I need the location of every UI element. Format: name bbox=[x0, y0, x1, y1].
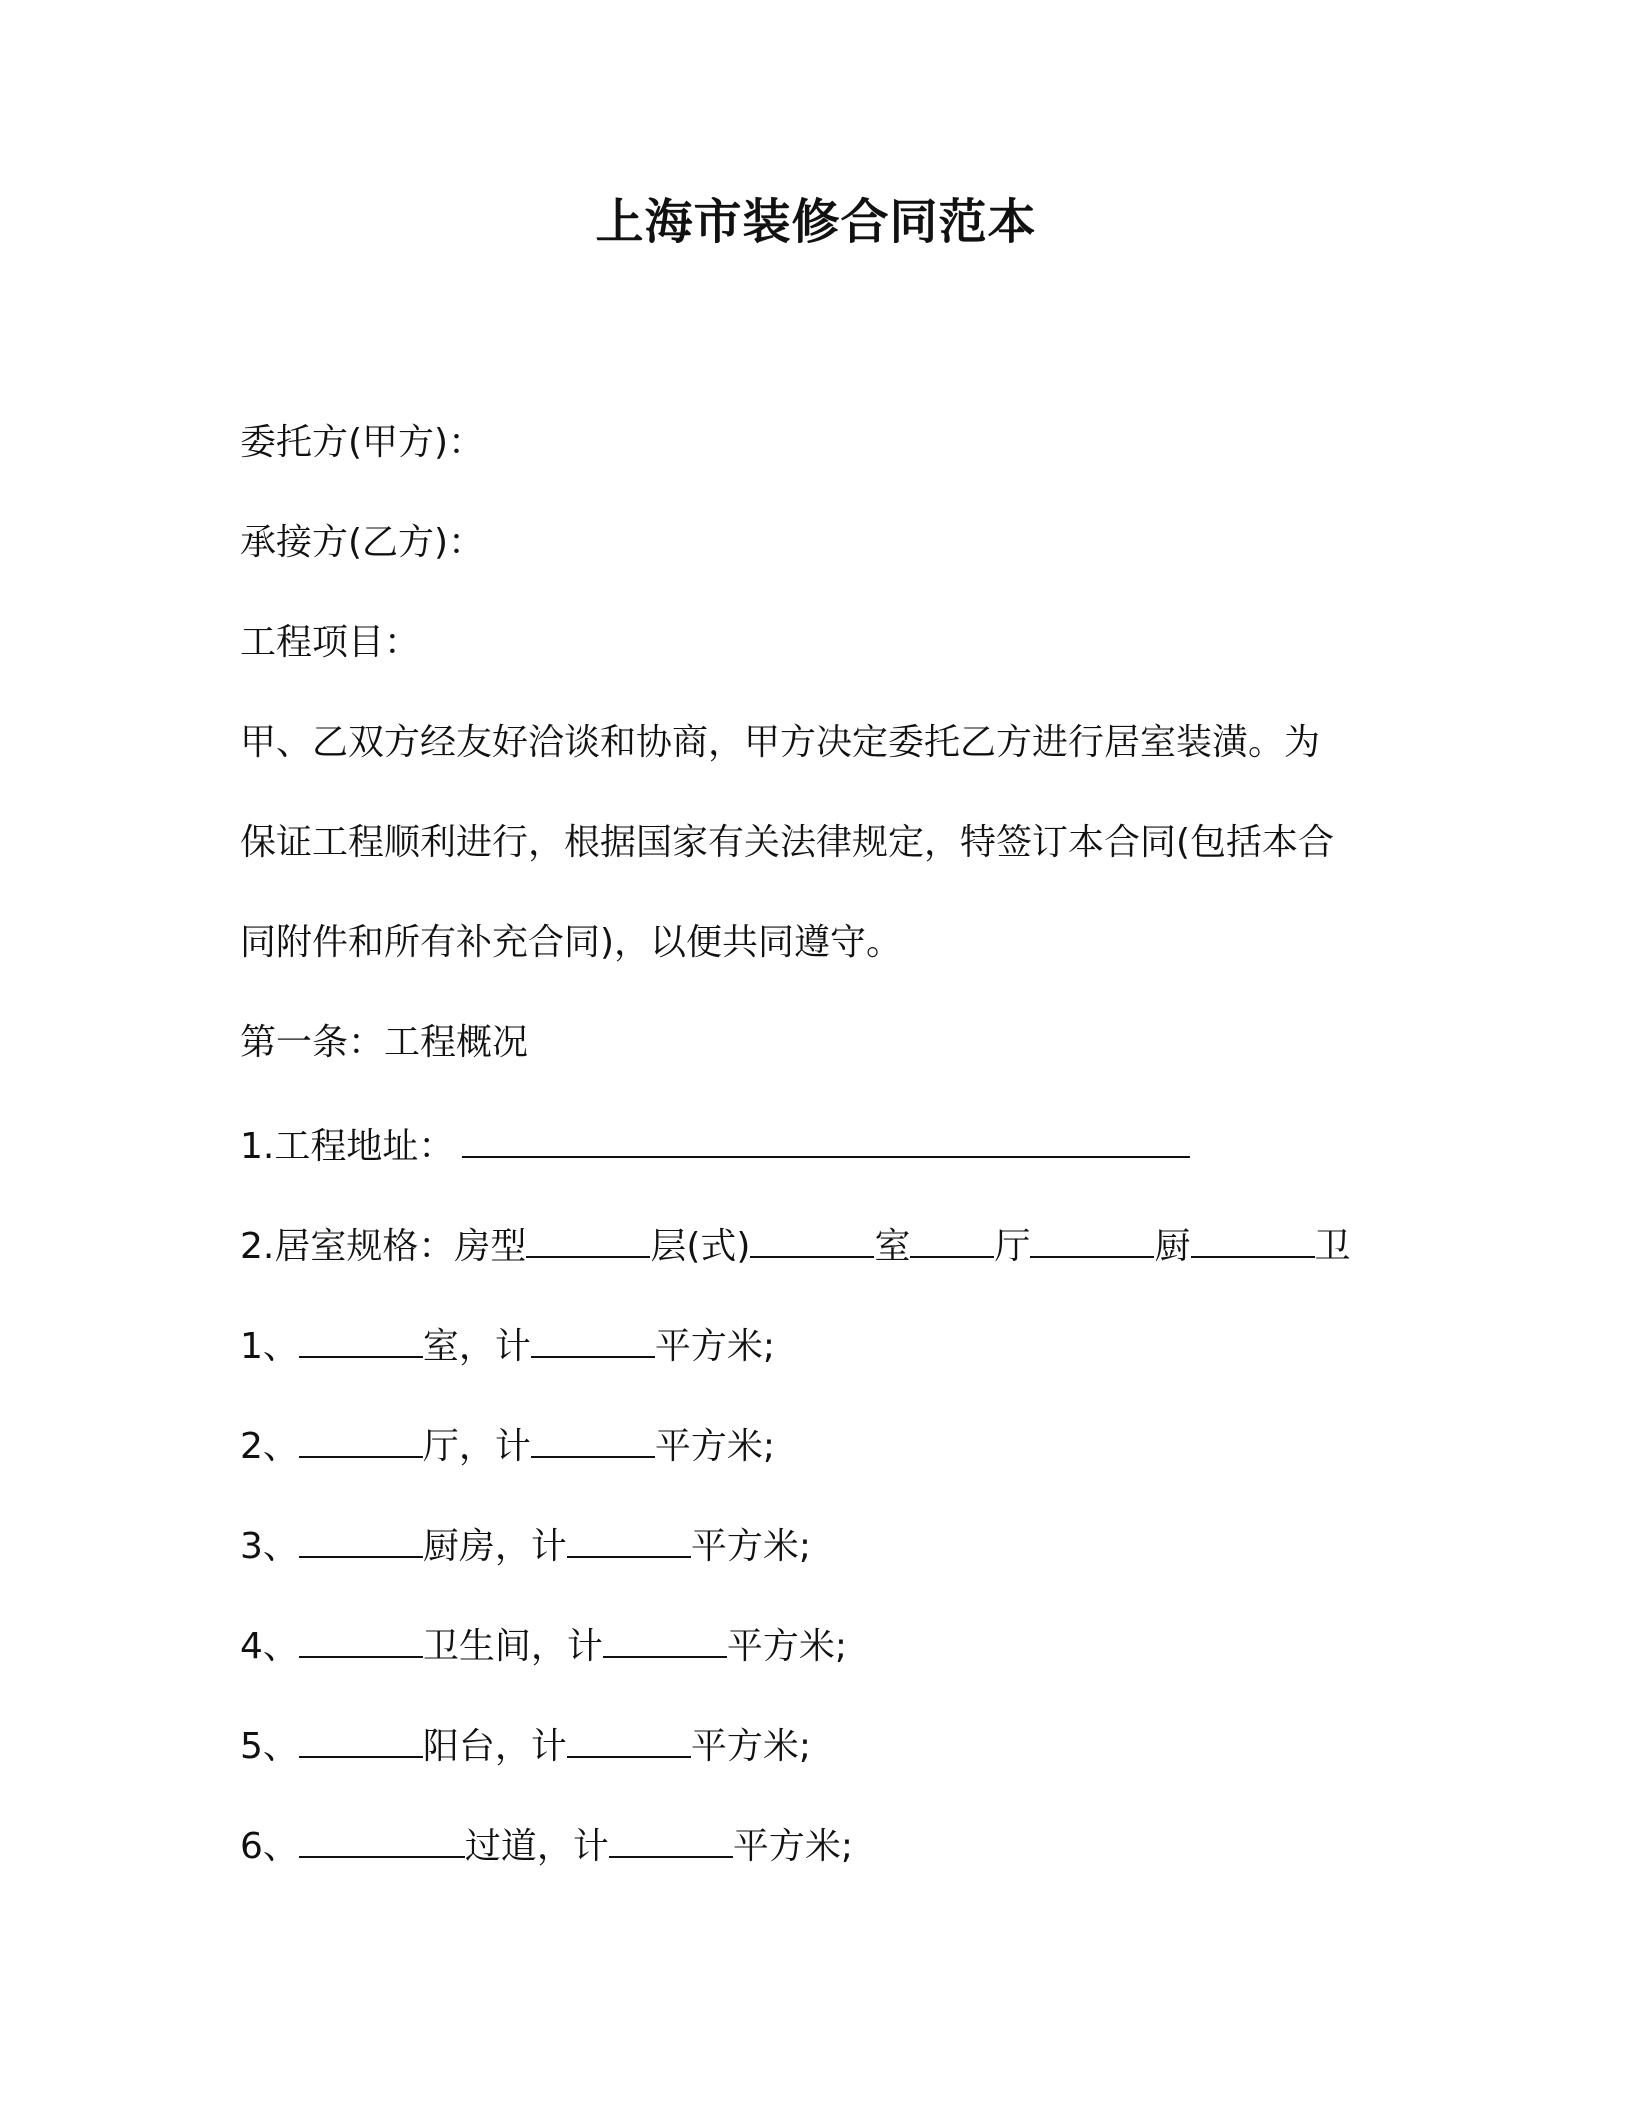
intro-line-1: 甲、乙双方经友好洽谈和协商，甲方决定委托乙方进行居室装潢。为 bbox=[240, 722, 1321, 763]
project-line: 工程项目： bbox=[240, 622, 421, 663]
spec-kitchen: 厨 bbox=[1154, 1226, 1191, 1267]
blank bbox=[1191, 1218, 1315, 1258]
document-title: 上海市装修合同范本 bbox=[595, 194, 1037, 250]
item-unit: 平方米; bbox=[732, 1826, 854, 1867]
blank bbox=[299, 1618, 423, 1658]
party-b-line: 承接方(乙方)： bbox=[240, 522, 485, 563]
item-name: 室，计 bbox=[422, 1326, 531, 1367]
blank bbox=[526, 1218, 650, 1258]
address-label: 1.工程地址： bbox=[240, 1126, 455, 1167]
blank bbox=[299, 1818, 465, 1858]
item-name: 过道，计 bbox=[464, 1826, 609, 1867]
item-unit: 平方米; bbox=[690, 1726, 812, 1767]
spec-room: 室 bbox=[874, 1226, 911, 1267]
address-line bbox=[240, 1118, 1390, 1172]
area-item-6 bbox=[240, 1818, 1390, 1872]
blank bbox=[299, 1418, 423, 1458]
blank bbox=[603, 1618, 727, 1658]
blank bbox=[299, 1518, 423, 1558]
blank bbox=[910, 1218, 994, 1258]
item-number: 4、 bbox=[240, 1626, 299, 1667]
room-spec-line bbox=[240, 1218, 1390, 1272]
item-name: 卫生间，计 bbox=[422, 1626, 603, 1667]
item-unit: 平方米; bbox=[726, 1626, 848, 1667]
area-item-4 bbox=[240, 1618, 1390, 1672]
blank bbox=[531, 1318, 655, 1358]
party-a-line: 委托方(甲方)： bbox=[240, 422, 485, 463]
spec-bath: 卫 bbox=[1314, 1226, 1351, 1267]
area-item-3 bbox=[240, 1518, 1390, 1572]
blank bbox=[750, 1218, 874, 1258]
item-name: 厅，计 bbox=[422, 1426, 531, 1467]
blank bbox=[609, 1818, 733, 1858]
blank bbox=[567, 1518, 691, 1558]
area-item-2 bbox=[240, 1418, 1390, 1472]
blank bbox=[1030, 1218, 1154, 1258]
item-unit: 平方米; bbox=[690, 1526, 812, 1567]
item-number: 3、 bbox=[240, 1526, 299, 1567]
spec-hall: 厅 bbox=[994, 1226, 1031, 1267]
item-number: 5、 bbox=[240, 1726, 299, 1767]
area-item-1 bbox=[240, 1318, 1390, 1372]
spec-floor: 层(式) bbox=[650, 1226, 751, 1267]
item-number: 6、 bbox=[240, 1826, 299, 1867]
spec-label: 2.居室规格：房型 bbox=[240, 1226, 527, 1267]
item-unit: 平方米; bbox=[654, 1426, 776, 1467]
item-unit: 平方米; bbox=[654, 1326, 776, 1367]
item-name: 阳台，计 bbox=[422, 1726, 567, 1767]
address-blank bbox=[462, 1118, 1190, 1158]
blank bbox=[299, 1318, 423, 1358]
intro-line-2: 保证工程顺利进行，根据国家有关法律规定，特签订本合同(包括本合 bbox=[240, 822, 1335, 863]
item-number: 1、 bbox=[240, 1326, 299, 1367]
area-item-5 bbox=[240, 1718, 1390, 1772]
item-number: 2、 bbox=[240, 1426, 299, 1467]
blank bbox=[299, 1718, 423, 1758]
blank bbox=[531, 1418, 655, 1458]
item-name: 厨房，计 bbox=[422, 1526, 567, 1567]
article-1-heading: 第一条：工程概况 bbox=[240, 1022, 529, 1063]
intro-line-3: 同附件和所有补充合同)，以便共同遵守。 bbox=[240, 922, 903, 963]
blank bbox=[567, 1718, 691, 1758]
